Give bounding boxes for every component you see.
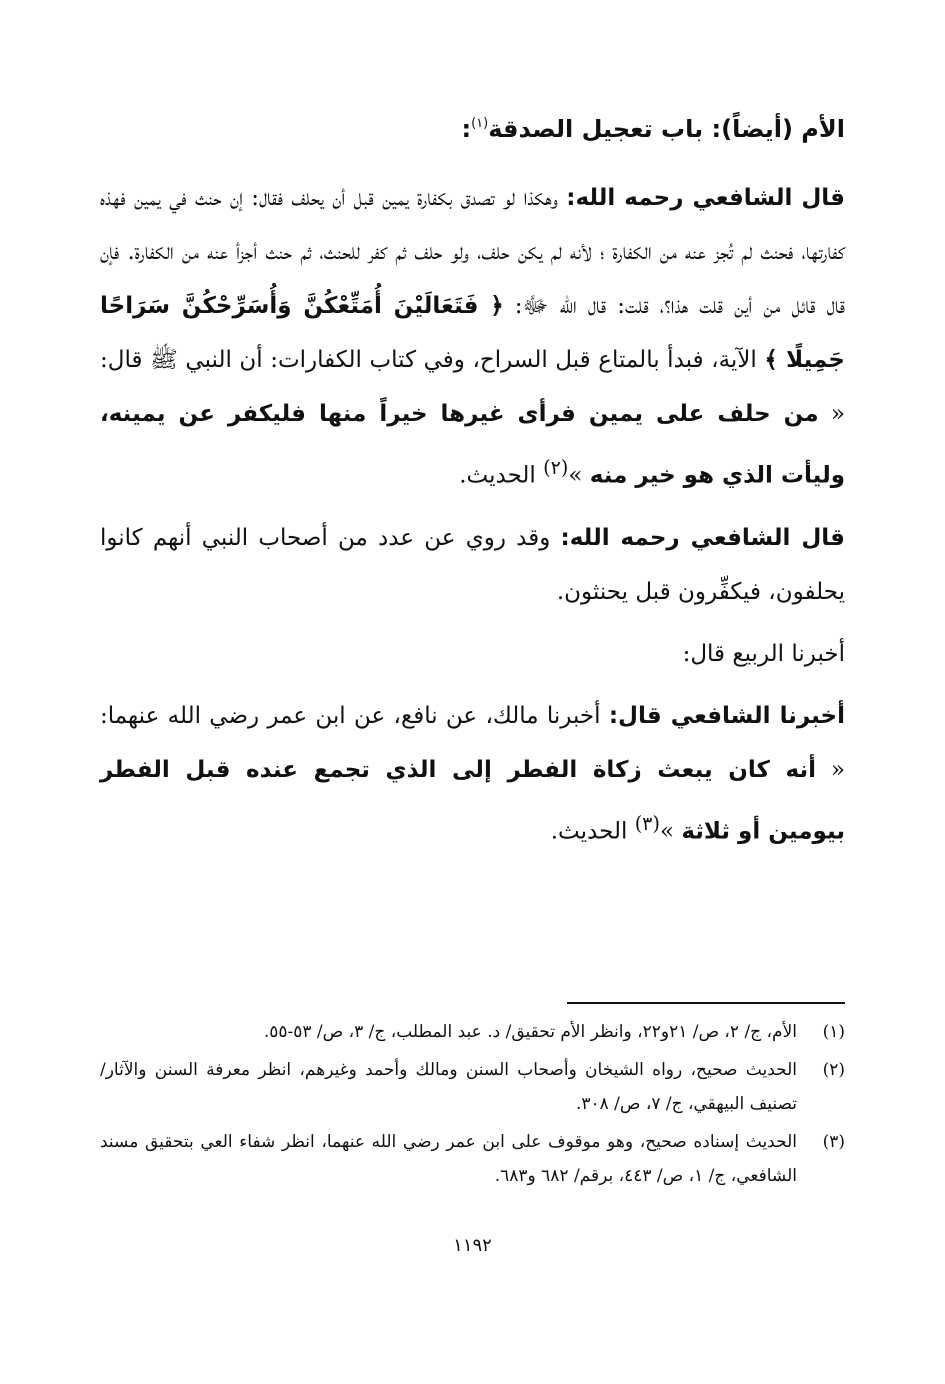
paragraph-shafii-expiation (100, 171, 845, 503)
footnote-ref: (٢) (543, 456, 569, 479)
book-page (100, 100, 845, 1300)
hadith-text: من حلف على يمين فرأى غيرها خيراً منها فليكفر عن يمينه، وليأت الذي هو خير منه (100, 401, 845, 489)
page-number: ١١٩٢ (453, 1235, 492, 1256)
footnotes (100, 1015, 845, 1197)
paragraph-text: أخبرنا الربيع قال: (682, 640, 845, 667)
footnote-text: الأم، ج/ ٢، ص/ ٢١و٢٢، وانظر الأم تحقيق/ د. عبد المطلب، ج/ ٣، ص/ ٥٣-٥٥. (263, 1022, 797, 1042)
paragraph-text: أخبرنا مالك، عن نافع، عن ابن عمر رضي الله عنهما: « (100, 702, 845, 783)
paragraph-text: الآية، فبدأ بالمتاع قبل السراح، وفي كتاب الكفارات: أن النبي ﷺ قال: « (100, 347, 845, 427)
footnote-number: (٢) (822, 1060, 845, 1080)
footnote-item (100, 1053, 845, 1121)
footnote-number: (٣) (822, 1132, 845, 1152)
quote-close: » (659, 818, 682, 845)
speaker-label: قال الشافعي رحمه الله: (566, 185, 845, 211)
footnote-item (100, 1125, 845, 1193)
paragraph-tail: الحديث. (550, 818, 635, 845)
quran-verse: ﴿ فَتَعَالَيْنَ أُمَتِّعْكُنَّ وَأُسَرِّحْكُنَّ سَرَاحًا جَمِيلًا ﴾ (100, 293, 845, 373)
footnote-number: (١) (822, 1022, 845, 1042)
footnote-item (100, 1015, 845, 1049)
hadith-text: أنه كان يبعث زكاة الفطر إلى الذي تجمع عنده قبل الفطر بيومين أو ثلاثة (100, 756, 845, 845)
heading-colon: : (461, 115, 472, 143)
paragraph-rabi-narration (100, 627, 845, 681)
footnote-ref: (١) (471, 116, 489, 131)
chapter-heading (100, 100, 845, 153)
speaker-label: قال الشافعي رحمه الله: (560, 524, 845, 551)
footnote-ref: (٣) (634, 811, 660, 835)
footnote-text: الحديث إسناده صحيح، وهو موقوف على ابن عمر رضي الله عنهما، انظر شفاء العي بتحقيق مسند الشافعي، ج/ ١، ص/ ٤٤٣، برقم/ ٦٨٢ و٦٨٣. (100, 1132, 797, 1186)
chapter-heading-text: الأم (أيضاً): باب تعجيل الصدقة (488, 115, 845, 143)
quote-close: » (568, 462, 590, 489)
paragraph-text: وقد روي عن عدد من أصحاب النبي أنهم كانوا يحلفون، فيكفِّرون قبل يحنثون. (100, 524, 845, 605)
paragraph-zakat-al-fitr (100, 689, 845, 859)
paragraph-text: وهكذا لو تصدق بكفارة يمين قبل أن يحلف فقال: إن حنث في يمين فهذه كفارتها، فحنث لم تُجز عنه من الكفارة ؛ لأنه لم يكن حلف، ولو حلف ثم كفر للحنث، ثم حنث أجزأ عنه من الكفارة. فإن قال قائل من أين قلت هذا؟، قلت: قال الله ﷻ: (100, 185, 845, 319)
footnote-separator (567, 1002, 845, 1004)
paragraph-companions (100, 511, 845, 619)
paragraph-tail: الحديث. (459, 462, 544, 489)
speaker-label: أخبرنا الشافعي قال: (608, 702, 845, 729)
footnote-text: الحديث صحيح، رواه الشيخان وأصحاب السنن ومالك وأحمد وغيرهم، انظر معرفة السنن والآثار/ تصنيف البيهقي، ج/ ٧، ص/ ٣٠٨. (100, 1060, 797, 1114)
